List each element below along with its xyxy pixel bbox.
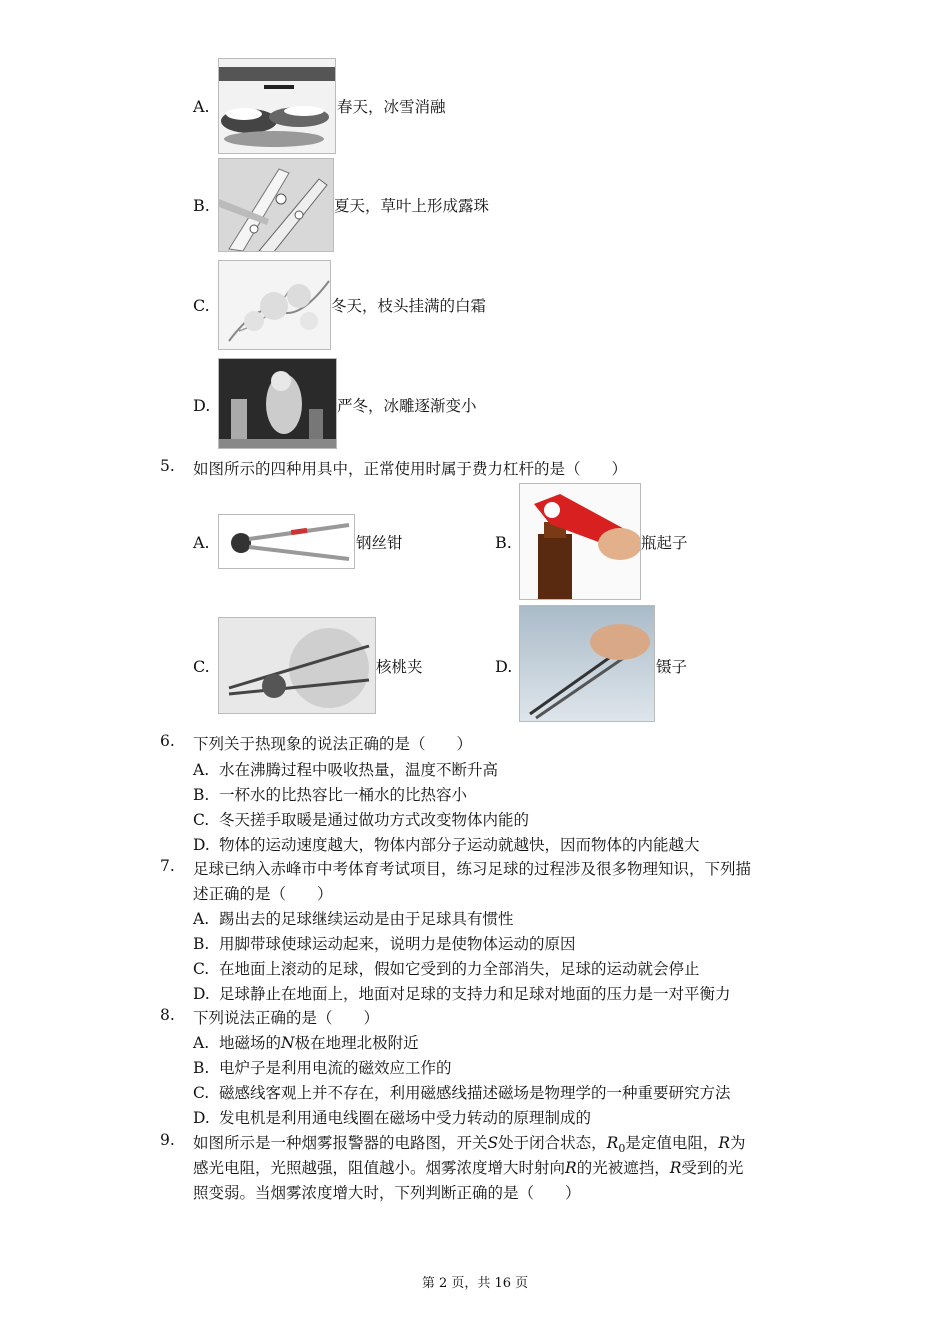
q8-option-c: C. 磁感线客观上并不存在，利用磁感线描述磁场是物理学的一种重要研究方法 [193, 1084, 731, 1102]
q5-option-b-text: 瓶起子 [641, 534, 688, 552]
q8-number: 8. [160, 1006, 175, 1024]
dew-on-grass-photo [218, 158, 334, 252]
q6-number: 6. [160, 732, 175, 750]
q8-option-a: A. 地磁场的N极在地理北极附近 [193, 1034, 419, 1052]
q5-stem: 如图所示的四种用具中，正常使用时属于费力杠杆的是（ ） [193, 460, 628, 478]
q7-option-b: B. 用脚带球使球运动起来，说明力是使物体运动的原因 [193, 935, 576, 953]
q8-option-d: D. 发电机是利用通电线圈在磁场中受力转动的原理制成的 [193, 1109, 592, 1127]
q6-option-b: B. 一杯水的比热容比一桶水的比热容小 [193, 786, 468, 804]
q4-option-a-text: 春天，冰雪消融 [337, 98, 446, 116]
q6-option-d: D. 物体的运动速度越大，物体内部分子运动就越快，因而物体的内能越大 [193, 836, 700, 854]
wire-cutter-photo [218, 514, 355, 569]
q4-option-d-text: 严冬，冰雕逐渐变小 [337, 397, 477, 415]
q5-option-a-text: 钢丝钳 [356, 534, 403, 552]
q5-option-d-text: 镊子 [656, 658, 688, 676]
nutcracker-photo [218, 617, 376, 714]
q5-option-b-key: B. [495, 533, 512, 552]
q7-stem-line1: 足球已纳入赤峰市中考体育考试项目，练习足球的过程涉及很多物理知识，下列描 [193, 860, 752, 878]
q9-stem-line2: 感光电阻，光照越强，阻值越小。烟雾浓度增大时射向R的光被遮挡，R受到的光 [193, 1159, 744, 1177]
snow-melting-photo [218, 58, 336, 154]
q9-stem-line1: 如图所示是一种烟雾报警器的电路图，开关S处于闭合状态，$R_0$是定值电阻，R为 [193, 1134, 746, 1156]
q5-option-c-key: C. [193, 657, 210, 676]
q7-option-a: A. 踢出去的足球继续运动是由于足球具有惯性 [193, 910, 514, 928]
tweezers-photo [519, 605, 655, 722]
bottle-opener-photo [519, 483, 641, 600]
q9-number: 9. [160, 1131, 175, 1149]
page-footer: 第 2 页，共 16 页 [421, 1276, 529, 1291]
q8-option-b: B. 电炉子是利用电流的磁效应工作的 [193, 1059, 452, 1077]
q6-option-a: A. 水在沸腾过程中吸收热量，温度不断升高 [193, 761, 499, 779]
q6-option-c: C. 冬天搓手取暖是通过做功方式改变物体内能的 [193, 811, 530, 829]
frost-on-branches-photo [218, 260, 331, 350]
q8-stem: 下列说法正确的是（ ） [193, 1009, 380, 1027]
q4-option-c-key: C. [193, 296, 210, 315]
q7-number: 7. [160, 857, 175, 875]
q4-option-a-key: A. [193, 97, 210, 116]
q4-option-b-key: B. [193, 196, 210, 215]
q7-option-d: D. 足球静止在地面上，地面对足球的支持力和足球对地面的压力是一对平衡力 [193, 985, 731, 1003]
q5-option-c-text: 核桃夹 [376, 658, 423, 676]
q4-option-d-key: D. [193, 396, 211, 415]
q9-stem-line3: 照变弱。当烟雾浓度增大时，下列判断正确的是（ ） [193, 1184, 581, 1202]
q7-option-c: C. 在地面上滚动的足球，假如它受到的力全部消失，足球的运动就会停止 [193, 960, 700, 978]
q5-number: 5. [160, 457, 175, 475]
q4-option-b-text: 夏天，草叶上形成露珠 [334, 197, 490, 215]
q6-stem: 下列关于热现象的说法正确的是（ ） [193, 735, 473, 753]
q5-option-a-key: A. [193, 533, 210, 552]
q7-stem-line2: 述正确的是（ ） [193, 885, 333, 903]
q4-option-c-text: 冬天，枝头挂满的白霜 [331, 297, 487, 315]
ice-sculpture-photo [218, 358, 337, 449]
q5-option-d-key: D. [495, 657, 513, 676]
